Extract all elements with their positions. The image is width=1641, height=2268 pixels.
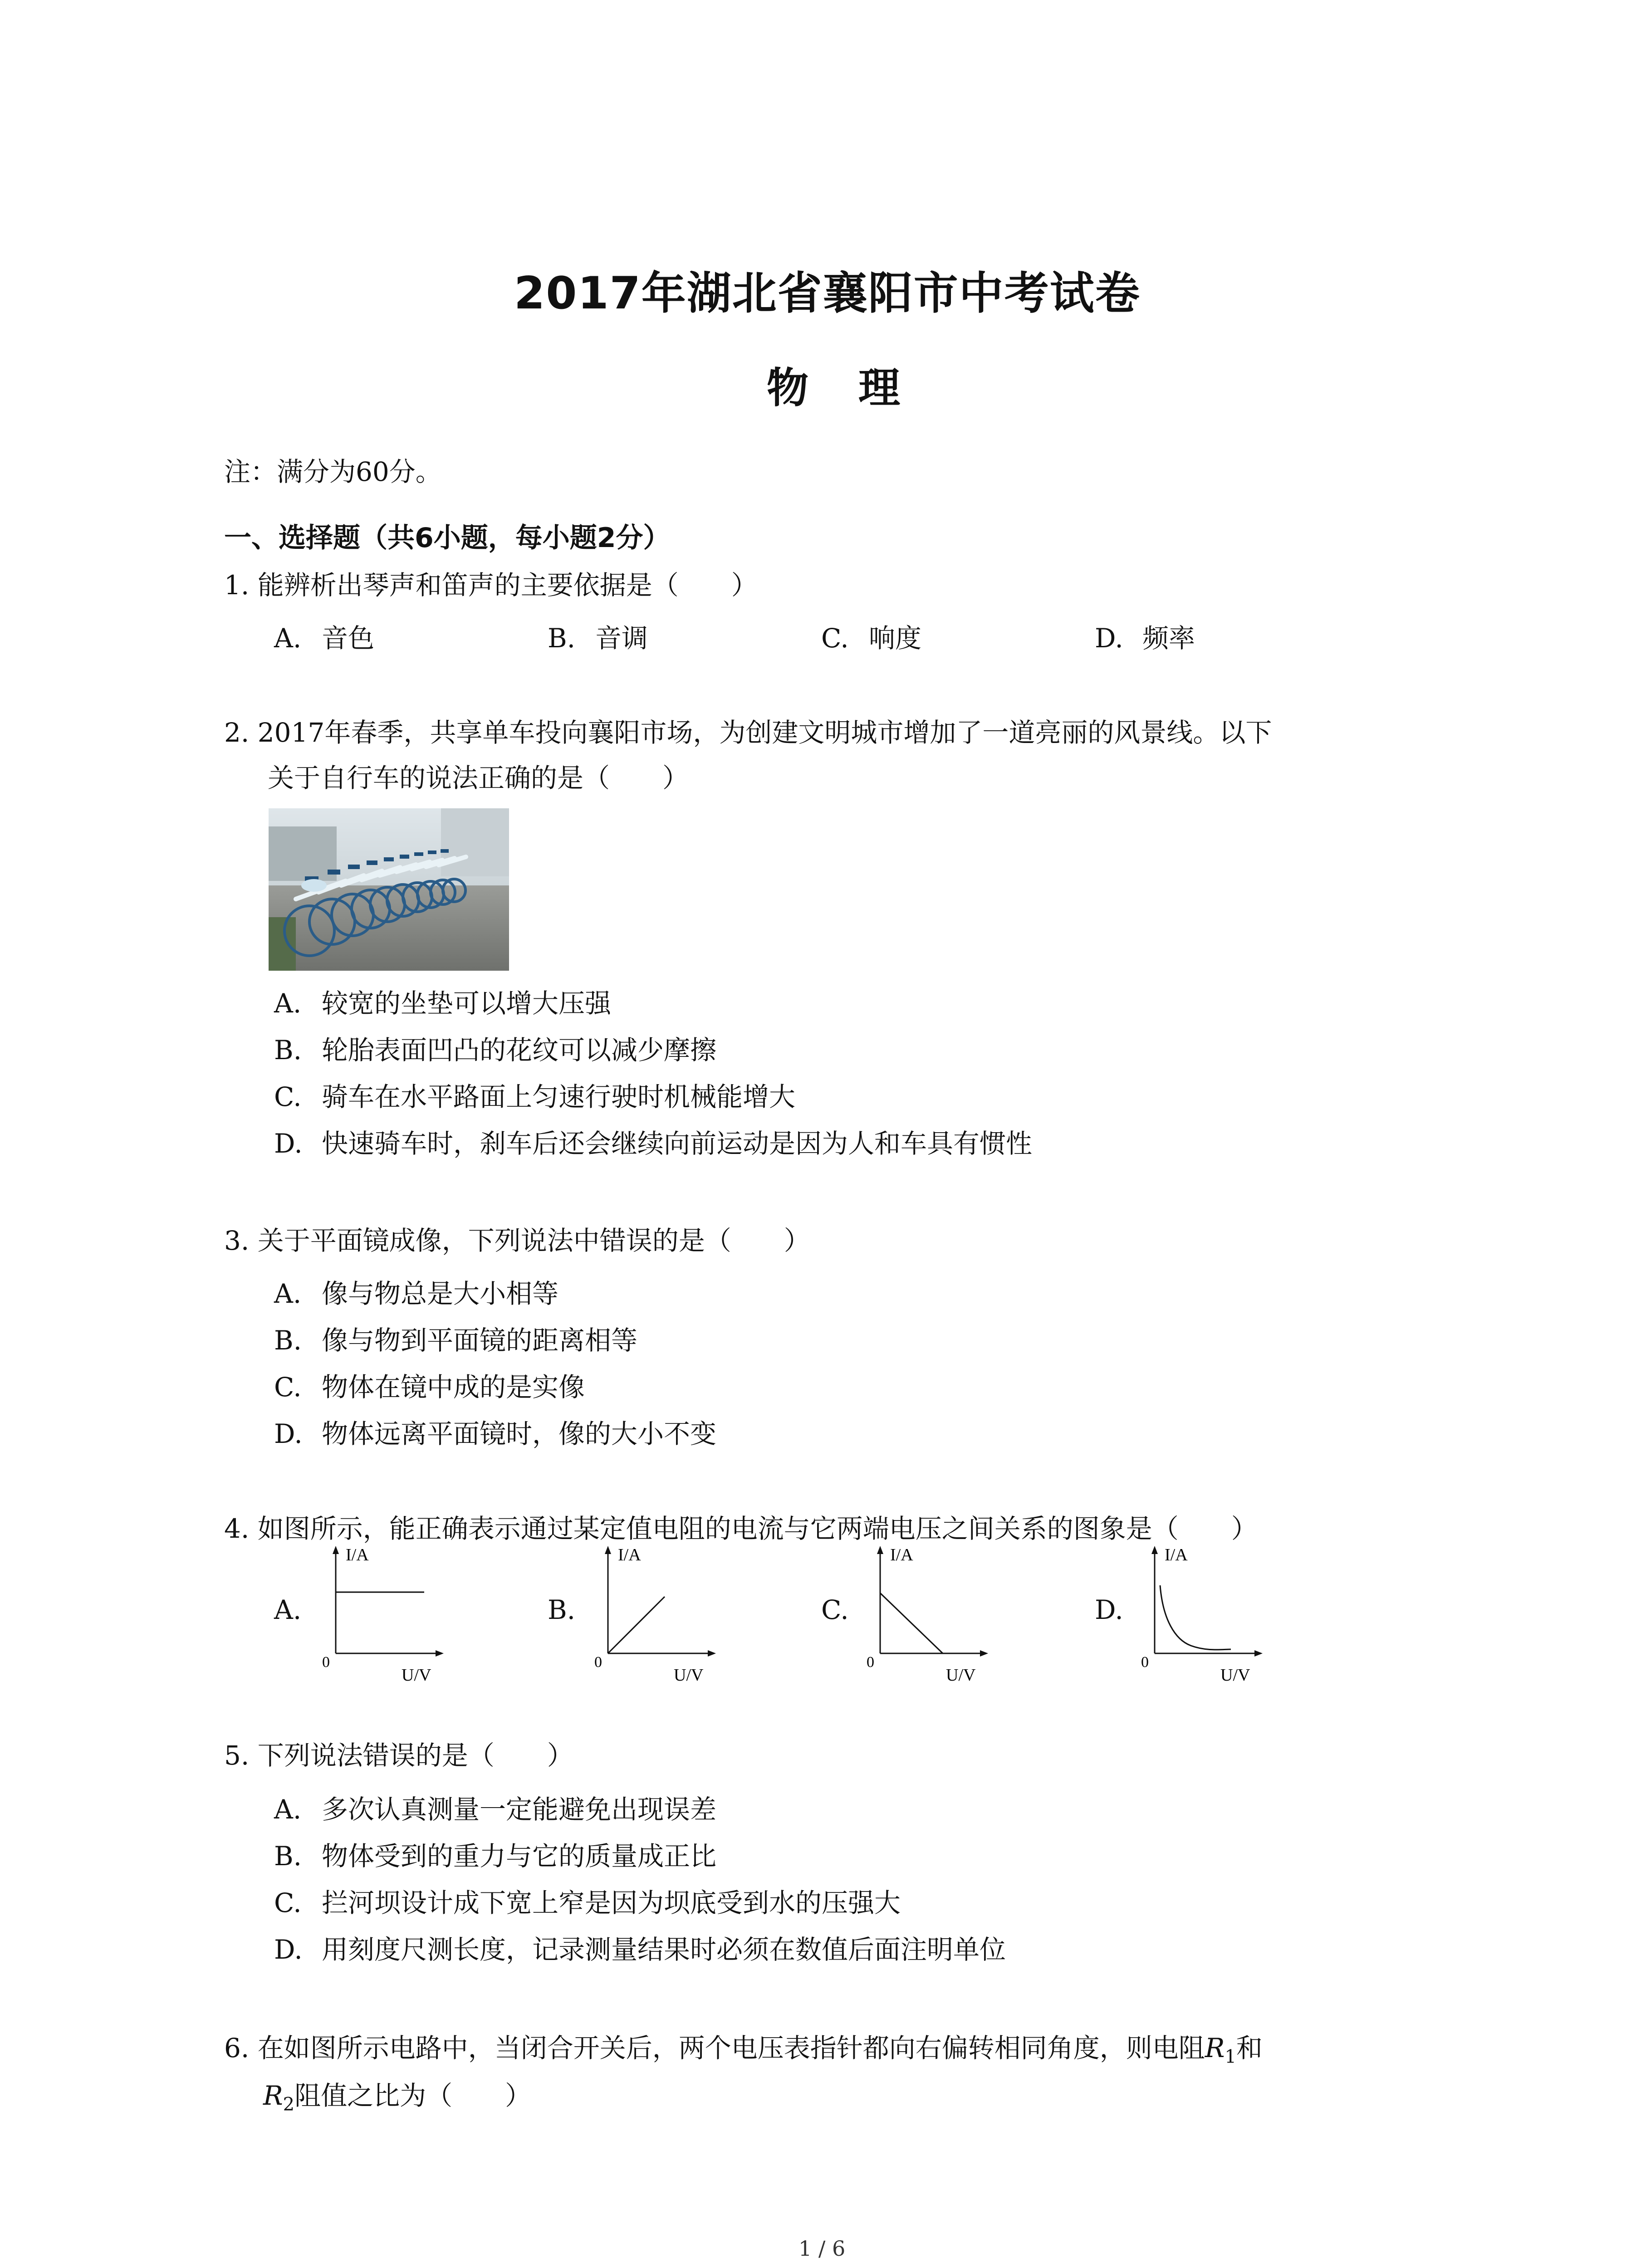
graph-d-y-label: I/A bbox=[1165, 1545, 1188, 1564]
graph-a bbox=[318, 1542, 454, 1694]
question-2-option-b: B. 轮胎表面凹凸的花纹可以减少摩擦 bbox=[274, 1035, 717, 1066]
question-2-stem-line1: 2. 2017年春季，共享单车投向襄阳市场，为创建文明城市增加了一道亮丽的风景线。以下 bbox=[224, 717, 1272, 748]
graph-d-label: D. bbox=[1095, 1594, 1123, 1625]
question-1-stem: 1. 能辨析出琴声和笛声的主要依据是（ ） bbox=[224, 570, 758, 601]
graph-a-label: A. bbox=[274, 1594, 302, 1625]
graph-c-label: C. bbox=[821, 1594, 849, 1625]
graph-c-origin: 0 bbox=[867, 1654, 874, 1671]
question-1-option-b: B. 音调 bbox=[548, 623, 648, 654]
question-2-stem-line2: 关于自行车的说法正确的是（ ） bbox=[268, 763, 689, 793]
resistor-r1: $R_1$ bbox=[1205, 2033, 1236, 2068]
question-1-option-a: A. 音色 bbox=[274, 623, 375, 654]
question-5-option-a: A. 多次认真测量一定能避免出现误差 bbox=[274, 1794, 717, 1825]
graph-c-x-label: U/V bbox=[946, 1666, 976, 1685]
graph-b-y-label: I/A bbox=[618, 1545, 641, 1564]
graph-a-origin: 0 bbox=[322, 1654, 330, 1671]
graph-b-label: B. bbox=[548, 1594, 576, 1625]
question-2-option-d: D. 快速骑车时，刹车后还会继续向前运动是因为人和车具有惯性 bbox=[274, 1128, 1033, 1159]
question-1-option-c: C. 响度 bbox=[821, 623, 922, 654]
question-5-option-c: C. 拦河坝设计成下宽上窄是因为坝底受到水的压强大 bbox=[274, 1887, 901, 1918]
graph-b-origin: 0 bbox=[594, 1654, 602, 1671]
question-3-option-d: D. 物体远离平面镜时，像的大小不变 bbox=[274, 1418, 717, 1449]
exam-title: 2017年湖北省襄阳市中考试卷 bbox=[514, 268, 1141, 319]
question-1-option-d: D. 频率 bbox=[1095, 623, 1195, 654]
question-6-stem-line1: 6. 在如图所示电路中，当闭合开关后，两个电压表指针都向右偏转相同角度，则电阻$R_1$和 bbox=[224, 2033, 1263, 2068]
score-note: 注：满分为60分。 bbox=[224, 456, 442, 487]
question-4-stem: 4. 如图所示，能正确表示通过某定值电阻的电流与它两端电压之间关系的图象是（ ） bbox=[224, 1513, 1258, 1544]
question-5-stem: 5. 下列说法错误的是（ ） bbox=[224, 1740, 573, 1771]
question-3-option-b: B. 像与物到平面镜的距离相等 bbox=[274, 1325, 638, 1356]
question-2-option-c: C. 骑车在水平路面上匀速行驶时机械能增大 bbox=[274, 1081, 796, 1112]
question-3-option-a: A. 像与物总是大小相等 bbox=[274, 1278, 559, 1309]
page-number: 1 / 6 bbox=[798, 2236, 846, 2261]
question-6-stem-line2: $R_2$阻值之比为（ ） bbox=[263, 2080, 532, 2115]
question-3-option-c: C. 物体在镜中成的是实像 bbox=[274, 1372, 585, 1403]
graph-c bbox=[862, 1542, 998, 1694]
question-5-option-b: B. 物体受到的重力与它的质量成正比 bbox=[274, 1841, 717, 1872]
graph-a-x-label: U/V bbox=[402, 1666, 431, 1685]
graph-b bbox=[590, 1542, 726, 1694]
graph-c-y-label: I/A bbox=[890, 1545, 913, 1564]
graph-d bbox=[1136, 1542, 1273, 1694]
question-2-option-a: A. 较宽的坐垫可以增大压强 bbox=[274, 988, 612, 1019]
graph-d-origin: 0 bbox=[1141, 1654, 1149, 1671]
question-5-option-d: D. 用刻度尺测长度，记录测量结果时必须在数值后面注明单位 bbox=[274, 1934, 1006, 1965]
graph-d-x-label: U/V bbox=[1220, 1666, 1250, 1685]
shared-bikes-photo bbox=[269, 808, 509, 971]
graph-a-y-label: I/A bbox=[346, 1545, 369, 1564]
question-3-stem: 3. 关于平面镜成像，下列说法中错误的是（ ） bbox=[224, 1225, 810, 1256]
section-heading: 一、选择题（共6小题，每小题2分） bbox=[224, 522, 671, 554]
resistor-r2: $R_2$ bbox=[263, 2080, 295, 2115]
subject-title: 物理 bbox=[767, 364, 950, 412]
graph-b-x-label: U/V bbox=[674, 1666, 704, 1685]
